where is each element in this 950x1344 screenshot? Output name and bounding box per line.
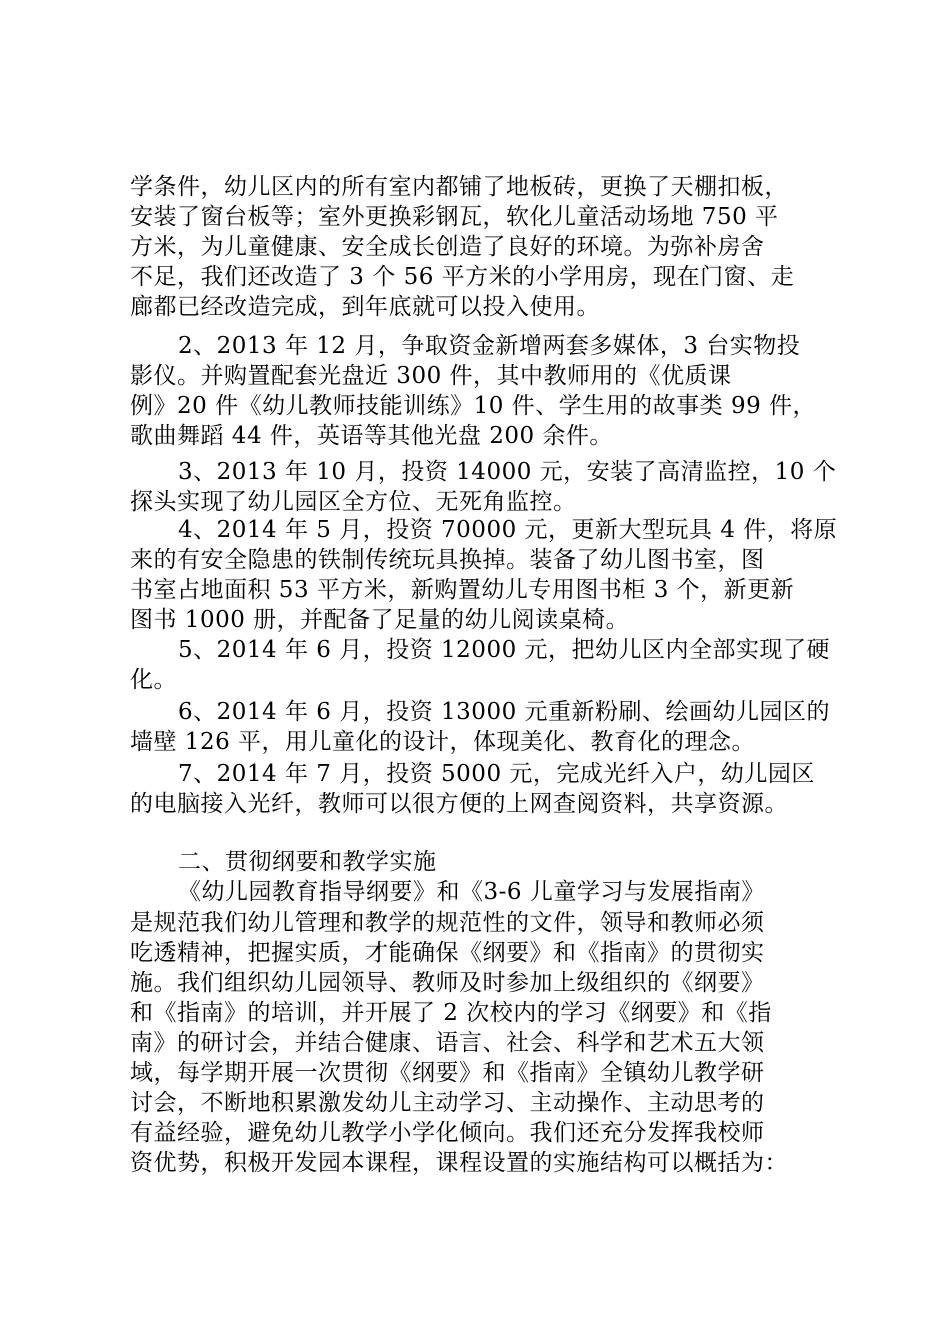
paragraph-line: 吃透精神，把握实质，才能确保《纲要》和《指南》的贯彻实: [130, 940, 765, 966]
paragraph-first-line: 《幼儿园教育指导纲要》和《3-6 儿童学习与发展指南》: [178, 879, 765, 905]
list-item-5-line: 5、2014 年 6 月，投资 12000 元，把幼儿区内全部实现了硬: [178, 637, 831, 663]
list-item-3-line: 3、2013 年 10 月，投资 14000 元，安装了高清监控，10 个: [178, 459, 837, 485]
list-item-4-line: 4、2014 年 5 月，投资 70000 元，更新大型玩具 4 件，将原: [178, 517, 838, 543]
paragraph-line: 的电脑接入光纤，教师可以很方便的上网查阅资料，共享资源。: [130, 791, 788, 817]
paragraph-line: 图书 1000 册，并配备了足量的幼儿阅读桌椅。: [130, 607, 630, 633]
paragraph-line: 化。: [130, 667, 177, 693]
paragraph-line: 方米，为儿童健康、安全成长创造了良好的环境。为弥补房舍: [130, 234, 765, 260]
paragraph-line: 廊都已经改造完成，到年底就可以投入使用。: [130, 294, 600, 320]
paragraph-line: 例》20 件《幼儿教师技能训练》10 件、学生用的故事类 99 件，: [130, 393, 817, 419]
paragraph-line: 和《指南》的培训，并开展了 2 次校内的学习《纲要》和《指: [130, 1000, 772, 1026]
paragraph-line: 探头实现了幼儿园区全方位、无死角监控。: [130, 489, 577, 515]
paragraph-line: 施。我们组织幼儿园领导、教师及时参加上级组织的《纲要》: [130, 970, 765, 996]
paragraph-line: 资优势，积极开发园本课程，课程设置的实施结构可以概括为：: [130, 1150, 788, 1176]
paragraph-line: 影仪。并购置配套光盘近 300 件，其中教师用的《优质课: [130, 363, 732, 389]
paragraph-line: 学条件，幼儿区内的所有室内都铺了地板砖，更换了天棚扣板，: [130, 174, 788, 200]
list-item-6-line: 6、2014 年 6 月，投资 13000 元重新粉刷、绘画幼儿园区的: [178, 699, 831, 725]
paragraph-line: 墙壁 126 平，用儿童化的设计，体现美化、教育化的理念。: [130, 729, 756, 755]
list-item-2-line: 2、2013 年 12 月，争取资金新增两套多媒体，3 台实物投: [178, 333, 801, 359]
section-heading: 二、贯彻纲要和教学实施: [178, 849, 437, 875]
paragraph-line: 讨会，不断地积累激发幼儿主动学习、主动操作、主动思考的: [130, 1090, 765, 1116]
paragraph-line: 是规范我们幼儿管理和教学的规范性的文件，领导和教师必须: [130, 910, 765, 936]
paragraph-line: 歌曲舞蹈 44 件，英语等其他光盘 200 余件。: [130, 423, 613, 449]
paragraph-line: 有益经验，避免幼儿教学小学化倾向。我们还充分发挥我校师: [130, 1120, 765, 1146]
paragraph-line: 来的有安全隐患的铁制传统玩具换掉。装备了幼儿图书室，图: [130, 547, 765, 573]
paragraph-line: 书室占地面积 53 平方米，新购置幼儿专用图书柜 3 个，新更新: [130, 577, 795, 603]
paragraph-line: 安装了窗台板等；室外更换彩钢瓦，软化儿童活动场地 750 平: [130, 204, 779, 230]
paragraph-line: 南》的研讨会，并结合健康、语言、社会、科学和艺术五大领: [130, 1030, 765, 1056]
paragraph-line: 域，每学期开展一次贯彻《纲要》和《指南》全镇幼儿教学研: [130, 1060, 765, 1086]
list-item-7-line: 7、2014 年 7 月，投资 5000 元，完成光纤入户，幼儿园区: [178, 761, 815, 787]
paragraph-line: 不足，我们还改造了 3 个 56 平方米的小学用房，现在门窗、走: [130, 264, 795, 290]
